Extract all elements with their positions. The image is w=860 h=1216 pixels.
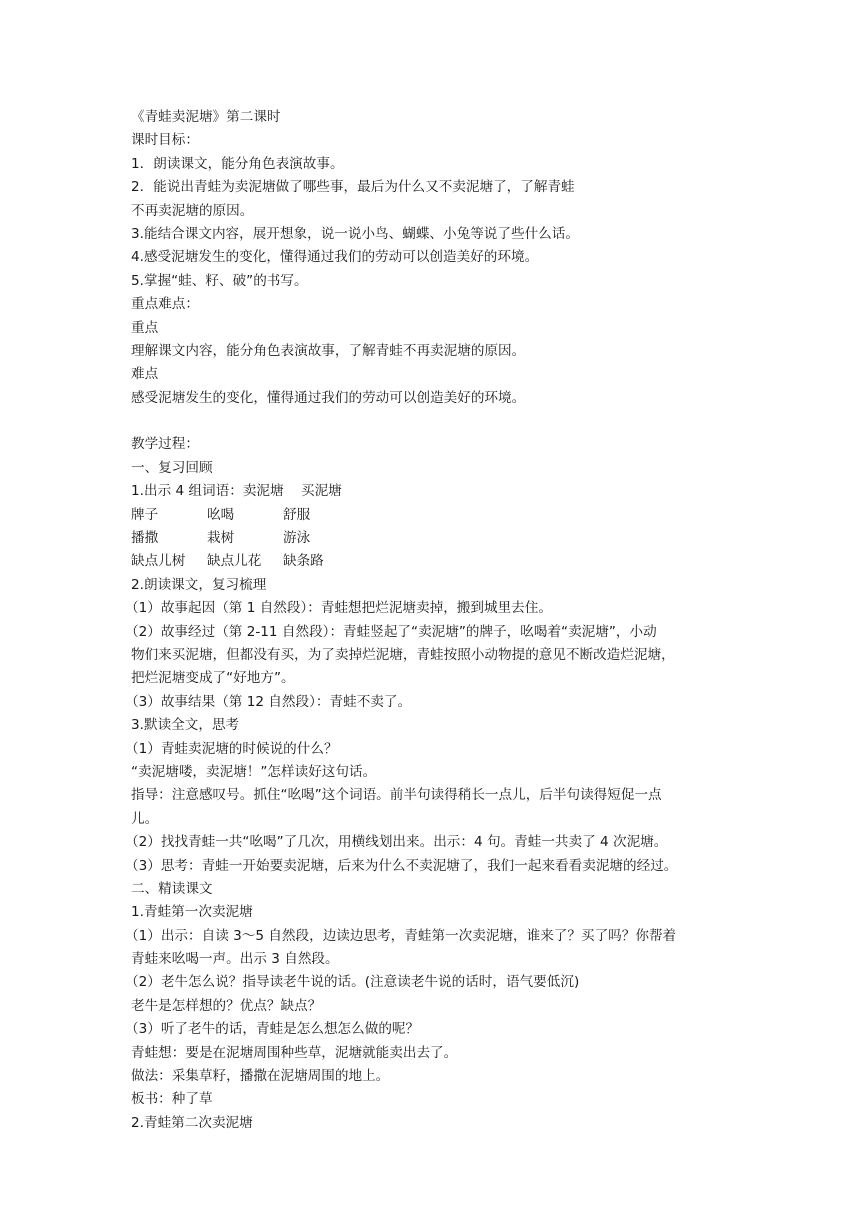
item-heading: 3.默读全文，思考: [131, 717, 240, 734]
blank-line: [131, 410, 731, 433]
process-heading: 教学过程：: [131, 436, 199, 453]
paragraph-line: 指导：注意感叹号。抓住“吆喝”这个词语。前半句读得稍长一点儿，后半句读得短促一点: [131, 787, 662, 804]
lesson-title: 《青蛙卖泥塘》第二课时: [131, 109, 281, 125]
paragraph-line: 儿。: [131, 810, 159, 827]
paragraph-line: 做法：采集草籽，播撒在泥塘周围的地上。: [131, 1068, 390, 1085]
paragraph-line: （2）故事经过（第 2-11 自然段）：青蛙竖起了“卖泥塘”的牌子，吆喝着“卖泥塘”，小动: [125, 623, 657, 640]
goal-line: 4.感受泥塘发生的变化，懂得通过我们的劳动可以创造美好的环境。: [131, 249, 539, 266]
words-intro: [131, 480, 731, 503]
section-heading: 一、复习回顾: [131, 459, 213, 476]
word: 牌子: [131, 506, 159, 523]
key-text: 理解课文内容，能分角色表演故事，了解青蛙不再卖泥塘的原因。: [131, 342, 526, 359]
section-heading: 二、精读课文: [131, 880, 213, 897]
paragraph-line: 把烂泥塘变成了“好地方”。: [131, 670, 295, 687]
words-row: [131, 527, 731, 550]
item-heading: 1.青蛙第一次卖泥塘: [131, 904, 253, 921]
goal-line: 3.能结合课文内容，展开想象，说一说小鸟、蝴蝶、小兔等说了些什么话。: [131, 225, 579, 242]
paragraph-line: （2）老牛怎么说？指导读老牛说的话。(注意读老牛说的话时，语气要低沉): [125, 974, 580, 991]
word: 播撒: [131, 530, 159, 547]
key-label: 重点: [131, 319, 159, 336]
item-heading: 2.朗读课文，复习梳理: [131, 576, 267, 593]
goal-line: 2．能说出青蛙为卖泥塘做了哪些事，最后为什么又不卖泥塘了，了解青蛙: [131, 179, 575, 196]
word: 舒服: [283, 506, 311, 523]
paragraph-line: 青蛙想：要是在泥塘周围种些草，泥塘就能卖出去了。: [131, 1044, 458, 1061]
paragraph-line: （1）出示：自读 3～5 自然段，边读边思考，青蛙第一次卖泥塘，谁来了？买了吗？你帮着: [125, 927, 677, 944]
paragraph-line: 物们来买泥塘，但都没有买，为了卖掉烂泥塘，青蛙按照小动物提的意见不断改造烂泥塘，: [131, 646, 675, 663]
goals-heading: 课时目标：: [131, 132, 199, 149]
paragraph-line: “卖泥塘喽，卖泥塘！”怎样读好这句话。: [131, 763, 377, 780]
goal-line: 不再卖泥塘的原因。: [131, 202, 254, 219]
words-row: [131, 504, 731, 527]
difficult-label: 难点: [131, 366, 159, 383]
paragraph-line: （1）故事起因（第 1 自然段）：青蛙想把烂泥塘卖掉，搬到城里去住。: [125, 600, 552, 617]
paragraph-line: （3）思考：青蛙一开始要卖泥塘，后来为什么不卖泥塘了，我们一起来看看卖泥塘的经过。: [125, 857, 678, 874]
word: 缺点儿树: [131, 553, 186, 570]
paragraph-line: （3）听了老牛的话，青蛙是怎么想怎么做的呢？: [125, 1021, 420, 1038]
word: 游泳: [283, 530, 311, 547]
paragraph-line: 老牛是怎样想的？优点？缺点？: [131, 997, 322, 1014]
word: 缺条路: [283, 553, 324, 570]
word: 吆喝: [207, 506, 235, 523]
words-intro-b: 买泥塘: [301, 483, 342, 500]
word: 缺点儿花: [207, 553, 262, 570]
goal-line: 1．朗读课文，能分角色表演故事。: [131, 155, 344, 172]
keypoints-heading: 重点难点：: [131, 296, 199, 313]
paragraph-line: 青蛙来吆喝一声。出示 3 自然段。: [131, 951, 339, 968]
goal-line: 5.掌握“蛙、籽、破”的书写。: [131, 272, 308, 289]
word: 栽树: [207, 530, 235, 547]
words-row: [131, 550, 731, 573]
difficult-text: 感受泥塘发生的变化，懂得通过我们的劳动可以创造美好的环境。: [131, 389, 526, 406]
paragraph-line: 板书：种了草: [131, 1091, 213, 1108]
words-intro-a: 1.出示 4 组词语：卖泥塘: [131, 483, 284, 500]
paragraph-line: （1）青蛙卖泥塘的时候说的什么？: [125, 740, 338, 757]
paragraph-line: （2）找找青蛙一共“吆喝”了几次，用横线划出来。出示：4 句。青蛙一共卖了 4 次泥塘。: [125, 834, 668, 851]
paragraph-line: （3）故事结果（第 12 自然段）：青蛙不卖了。: [125, 693, 412, 710]
document-body: [125, 106, 731, 1135]
item-heading: 2.青蛙第二次卖泥塘: [131, 1114, 253, 1131]
